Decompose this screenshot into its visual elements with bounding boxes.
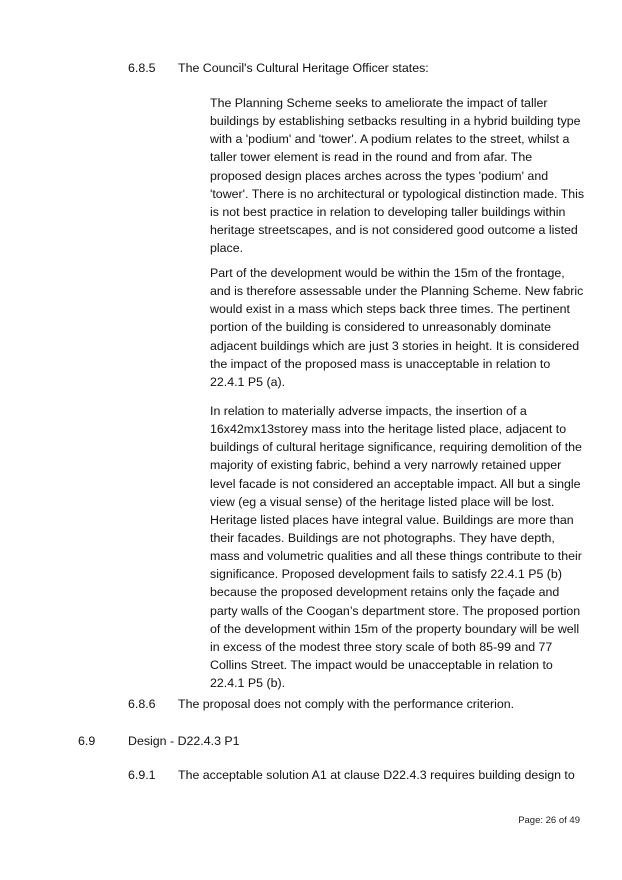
section-number-6-8-6: 6.8.6 xyxy=(128,697,156,711)
quote-line: party walls of the Coogan’s department store. The proposed portion xyxy=(210,603,581,618)
section-number-6-9-1: 6.9.1 xyxy=(128,768,156,782)
quote-line: in excess of the modest three story scale of both 85-99 and 77 xyxy=(210,639,553,654)
quote-line: significance. Proposed development fails to satisfy 22.4.1 P5 (b) xyxy=(210,567,562,582)
section-text-6-8-6: The proposal does not comply with the performance criterion. xyxy=(178,697,515,711)
quote-line: would exist in a mass which steps back three times. The pertinent xyxy=(210,302,570,317)
quote-paragraph-2 xyxy=(210,264,582,391)
quote-line: portion of the building is considered to unreasonably dominate xyxy=(210,320,551,335)
section-text-6-9-1: The acceptable solution A1 at clause D22.4.3 requires building design to xyxy=(178,768,575,782)
quote-line: Heritage listed places have integral value. Buildings are more than xyxy=(210,512,574,527)
quote-line: proposed design places arches across the types 'podium' and xyxy=(210,168,549,183)
quote-line: buildings by establishing setbacks resulting in a hybrid building type xyxy=(210,114,581,129)
section-number-6-8-5: 6.8.5 xyxy=(128,61,156,75)
quote-line: is not best practice in relation to developing taller buildings within xyxy=(210,204,566,219)
quote-line: their facades. Buildings are not photographs. They have depth, xyxy=(210,530,555,545)
quote-line: mass and volumetric qualities and all these things contribute to their xyxy=(210,549,582,564)
quote-line: the impact of the proposed mass is unacceptable in relation to xyxy=(210,356,551,371)
quote-line: adjacent buildings which are just 3 stories in height. It is considered xyxy=(210,338,580,353)
quote-line: taller tower element is read in the round and from afar. The xyxy=(210,150,533,165)
quote-line: buildings of cultural heritage significance, requiring demolition of the xyxy=(210,440,582,455)
quote-line: of the development within 15m of the property boundary will be well xyxy=(210,621,580,636)
quote-line: view (eg a visual sense) of the heritage listed place will be lost. xyxy=(210,494,555,509)
quote-line: heritage streetscapes, and is not considered good outcome a listed xyxy=(210,222,578,237)
quote-line: place. xyxy=(210,241,244,256)
quote-paragraph-3 xyxy=(210,402,582,692)
quote-line: and is therefore assessable under the Planning Scheme. New fabric xyxy=(210,284,584,299)
quote-line: level facade is not considered an acceptable impact. All but a single xyxy=(210,476,581,491)
quote-line: majority of existing fabric, behind a very narrowly retained upper xyxy=(210,458,562,473)
page-number-footer: Page: 26 of 49 xyxy=(518,815,580,826)
quote-line: Part of the development would be within the 15m of the frontage, xyxy=(210,266,565,280)
quote-line: Collins Street. The impact would be unacceptable in relation to xyxy=(210,657,553,672)
quote-line: with a 'podium' and 'tower'. A podium relates to the street, whilst a xyxy=(210,132,570,147)
section-number-6-9: 6.9 xyxy=(78,734,96,748)
quote-line: In relation to materially adverse impacts, the insertion of a xyxy=(210,404,527,418)
quote-line: The Planning Scheme seeks to ameliorate the impact of taller xyxy=(210,96,548,110)
section-heading-6-9: Design - D22.4.3 P1 xyxy=(128,734,240,748)
quote-line: 'tower'. There is no architectural or typological distinction made. This xyxy=(210,186,585,201)
quote-line: because the proposed development retains only the façade and xyxy=(210,585,560,600)
quote-line: 16x42mx13storey mass into the heritage listed place, adjacent to xyxy=(210,422,567,437)
section-text-6-8-5: The Council's Cultural Heritage Officer states: xyxy=(178,61,429,75)
quote-line: 22.4.1 P5 (a). xyxy=(210,374,286,389)
quote-paragraph-1 xyxy=(210,94,585,257)
quote-line: 22.4.1 P5 (b). xyxy=(210,676,286,691)
